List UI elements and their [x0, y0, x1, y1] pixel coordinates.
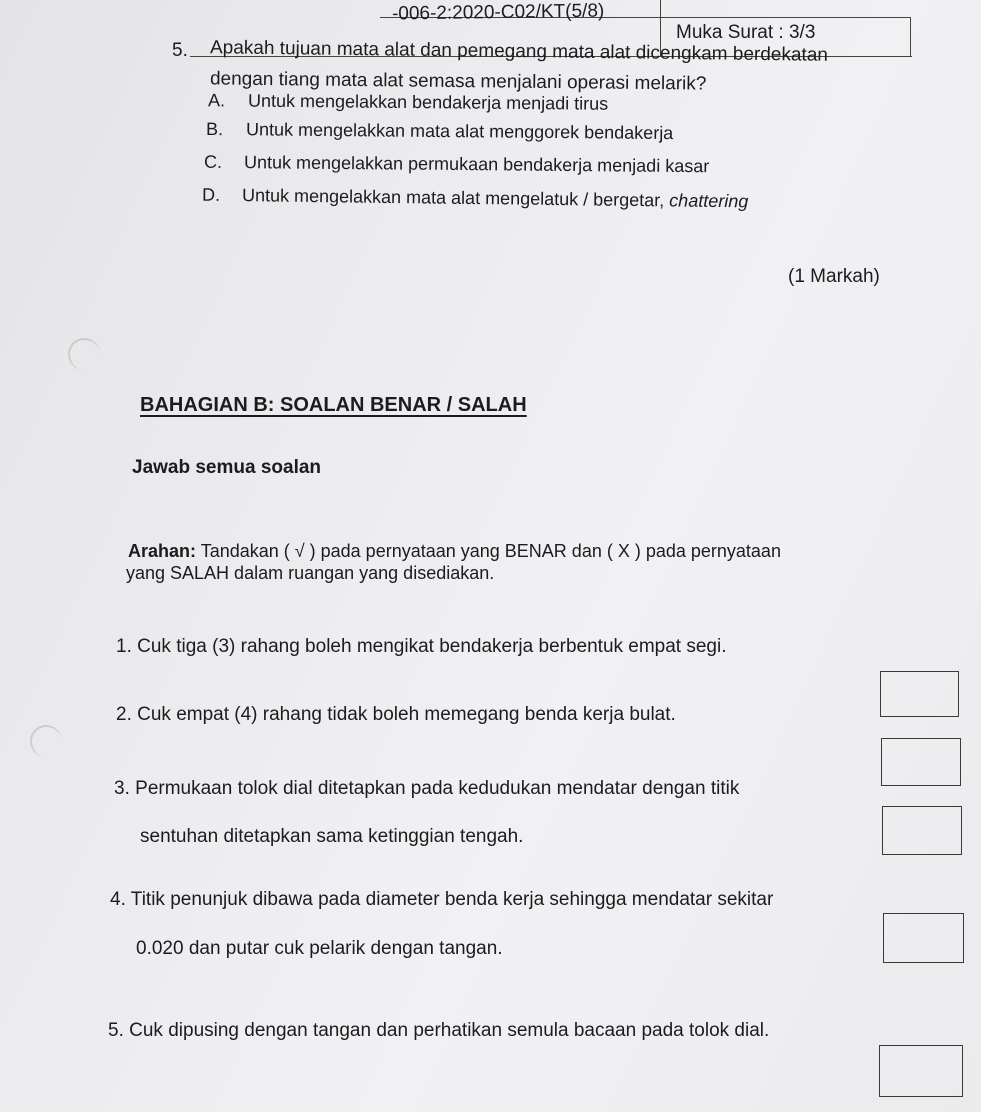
statement-2 — [116, 698, 676, 731]
section-b-title: BAHAGIAN B: SOALAN BENAR / SALAH — [140, 394, 527, 416]
section-b-instruction: Jawab semua soalan — [132, 457, 322, 478]
statement-5-number: 5. — [108, 1020, 124, 1041]
option-b-text: Untuk mengelakkan mata alat menggorek bendakerja — [245, 119, 674, 144]
statement-3 — [114, 772, 739, 805]
arahan-label: Arahan: — [128, 541, 197, 561]
statement-4-number: 4. — [110, 889, 126, 910]
question-5-text-line2: dengan tiang mata alat semasa menjalani operasi melarik? — [209, 68, 707, 95]
option-d-italic: chattering — [669, 190, 749, 212]
answer-box-1[interactable] — [880, 671, 959, 717]
option-a — [208, 90, 608, 114]
marks-label: (1 Markah) — [788, 266, 880, 287]
option-b-letter: B. — [205, 118, 224, 140]
header-border-right — [910, 17, 911, 57]
answer-box-5[interactable] — [879, 1045, 963, 1097]
option-d-letter: D. — [201, 184, 221, 205]
question-5-number: 5. — [172, 40, 188, 61]
statement-4-text-line1: Titik penunjuk dibawa pada diameter benda kerja sehingga mendatar sekitar — [130, 889, 774, 910]
statement-1-number: 1. — [116, 636, 132, 657]
answer-box-2[interactable] — [881, 738, 961, 786]
option-a-text: Untuk mengelakkan bendakerja menjadi tirus — [247, 90, 609, 114]
option-c-letter: C. — [203, 151, 223, 172]
paper-shadow — [68, 338, 100, 370]
statement-3-text-line1: Permukaan tolok dial ditetapkan pada kedudukan mendatar dengan titik — [135, 778, 740, 799]
statement-1 — [116, 630, 727, 663]
arahan-line1 — [128, 540, 781, 562]
document-code: -006-2:2020-C02/KT(5/8) — [391, 0, 605, 25]
answer-box-3[interactable] — [882, 806, 962, 855]
statement-3-text-line2: sentuhan ditetapkan sama ketinggian tengah. — [140, 826, 524, 847]
statement-4-text-line2: 0.020 dan putar cuk pelarik dengan tangan. — [136, 938, 503, 959]
option-c — [204, 152, 709, 177]
answer-box-4[interactable] — [883, 913, 964, 963]
question-5-text-line1: Apakah tujuan mata alat dan pemegang mata alat dicengkam berdekatan — [209, 37, 829, 66]
arahan-text-1: Tandakan ( √ ) pada pernyataan yang BENAR dan ( X ) pada pernyataan — [200, 541, 781, 561]
statement-5-text: Cuk dipusing dengan tangan dan perhatikan semula bacaan pada tolok dial. — [129, 1020, 770, 1041]
statement-5 — [108, 1014, 769, 1047]
page-number: Muka Surat : 3/3 — [676, 22, 816, 43]
statement-2-number: 2. — [116, 704, 132, 725]
arahan-line2: yang SALAH dalam ruangan yang disediakan. — [126, 563, 495, 583]
option-d-text: Untuk mengelakkan mata alat mengelatuk / bergetar, — [241, 185, 665, 211]
statement-3-number: 3. — [114, 778, 130, 799]
option-a-letter: A. — [207, 90, 226, 111]
option-b — [206, 119, 673, 144]
option-d — [202, 185, 749, 213]
option-c-text: Untuk mengelakkan permukaan bendakerja menjadi kasar — [243, 152, 710, 177]
paper-shadow — [30, 725, 62, 757]
statement-4 — [110, 883, 773, 916]
statement-1-text: Cuk tiga (3) rahang boleh mengikat bendakerja berbentuk empat segi. — [137, 636, 727, 657]
statement-2-text: Cuk empat (4) rahang tidak boleh memegang benda kerja bulat. — [137, 704, 676, 725]
